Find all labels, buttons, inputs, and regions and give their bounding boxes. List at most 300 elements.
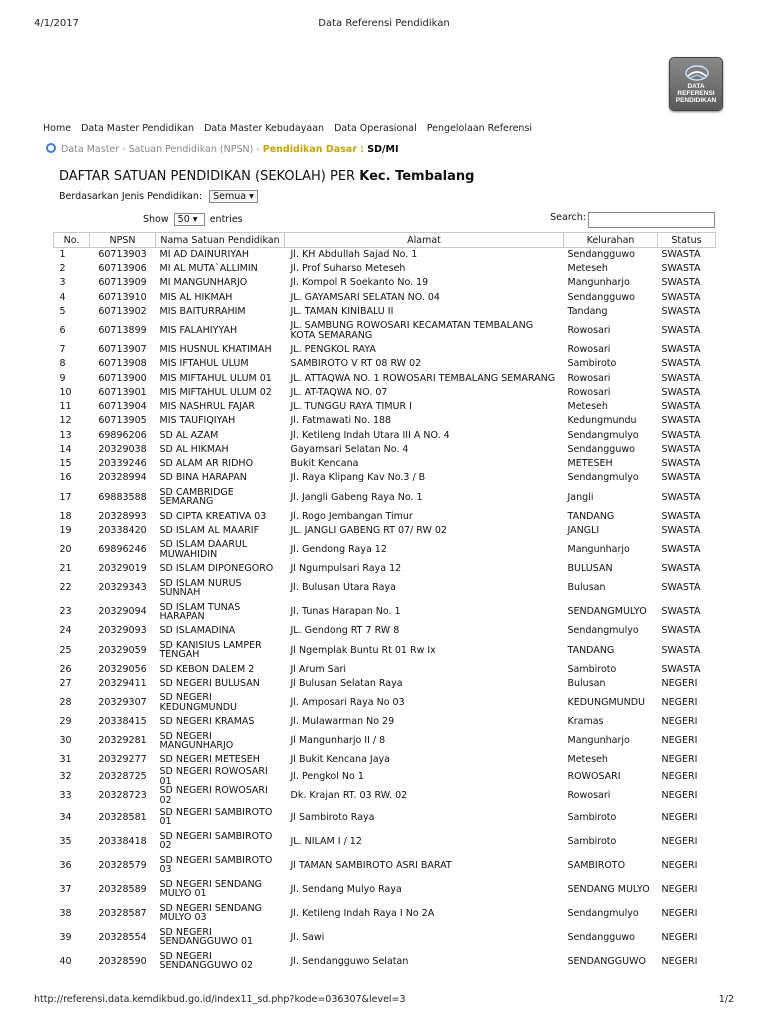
cell-nama: SD ISLAM DIPONEGORO [159, 563, 274, 575]
col-npsn[interactable]: NPSN [90, 233, 156, 248]
search-input[interactable] [588, 212, 715, 228]
nav-data-master-kebudayaan[interactable]: Data Master Kebudayaan [204, 123, 325, 134]
table-body [54, 248, 716, 974]
col-no[interactable]: No. [54, 233, 90, 248]
cell-no: 8 [59, 358, 66, 370]
cell-no: 17 [59, 491, 72, 503]
cell-status: SWASTA [661, 544, 701, 555]
table-row [54, 901, 716, 925]
cell-no: 21 [59, 563, 72, 575]
table-row [54, 471, 716, 485]
cell-status: SWASTA [661, 510, 701, 522]
filter-label: Berdasarkan Jenis Pendidikan: [59, 191, 203, 202]
cell-npsn: 20339246 [98, 458, 147, 470]
cell-no: 5 [59, 305, 66, 317]
cell-alamat: Jl Bulusan Selatan Raya [290, 677, 403, 689]
cell-npsn: 20328587 [98, 907, 147, 919]
cell-kelurahan: TANDANG [567, 644, 615, 656]
cell-nama: SD ALAM AR RIDHO [159, 458, 254, 470]
page-length-control: Show 50 ▾ entries [143, 214, 243, 225]
cell-alamat: JL. ATTAQWA NO. 1 ROWOSARI TEMBALANG SEMARANG [290, 372, 556, 384]
cell-npsn: 60713900 [98, 372, 147, 384]
cell-alamat: Jl. Ketileng Indah Utara III A NO. 4 [290, 429, 450, 441]
cell-status: NEGERI [661, 811, 698, 823]
cell-nama: SD NEGERI METESEH [159, 754, 260, 766]
cell-nama: SD NEGERI KRAMAS [159, 716, 255, 728]
cell-kelurahan: Mangunharjo [567, 277, 630, 289]
cell-alamat: Jl. Prof Suharso Meteseh [290, 263, 406, 275]
table-row [54, 386, 716, 400]
cell-no: 32 [59, 771, 72, 782]
cell-status: NEGERI [661, 955, 698, 967]
table-row [54, 509, 716, 523]
cell-npsn: 20329307 [98, 697, 147, 708]
table-row [54, 290, 716, 304]
table-row [54, 305, 716, 319]
table-row [54, 638, 716, 662]
cell-kelurahan: Rowosari [567, 344, 611, 356]
cell-npsn: 20328581 [98, 811, 147, 823]
cell-npsn: 60713910 [98, 291, 147, 303]
cell-npsn: 20328723 [98, 790, 147, 801]
table-row [54, 485, 716, 509]
cell-nama: MIS BAITURRAHIM [159, 305, 246, 317]
cell-no: 33 [59, 790, 72, 801]
cell-npsn: 60713905 [98, 415, 147, 427]
cell-no: 1 [59, 249, 66, 261]
cell-nama: SD ISLAMADINA [159, 625, 236, 637]
cell-nama: SD ISLAM AL MAARIF [159, 524, 260, 536]
cell-nama: MIS HUSNUL KHATIMAH [159, 344, 272, 356]
cell-kelurahan: Sendangmulyo [567, 907, 639, 919]
table-row [54, 400, 716, 414]
print-url: http://referensi.data.kemdikbud.go.id/index11_sd.php?kode=036307&level=3 [34, 994, 406, 1005]
cell-npsn: 20328994 [98, 472, 147, 484]
cell-status: SWASTA [661, 563, 701, 575]
cell-kelurahan: Tandang [567, 305, 608, 317]
table-row [54, 853, 716, 877]
cell-kelurahan: SENDANGMULYO [567, 606, 647, 618]
cell-nama: MIS MIFTAHUL ULUM 02 [159, 386, 272, 398]
table-row [54, 428, 716, 442]
cell-npsn: 20338418 [98, 835, 147, 847]
cell-status: SWASTA [661, 372, 701, 384]
cell-npsn: 20328590 [98, 955, 147, 967]
cell-alamat: Jl TAMAN SAMBIROTO ASRI BARAT [290, 859, 452, 871]
table-row [54, 457, 716, 471]
cell-npsn: 20328993 [98, 510, 147, 522]
cell-kelurahan: Mangunharjo [567, 735, 630, 747]
cell-nama: SD AL HIKMAH [159, 443, 229, 455]
cell-no: 27 [59, 677, 72, 689]
cell-kelurahan: Sendangmulyo [567, 429, 639, 441]
cell-kelurahan: Sambiroto [567, 663, 617, 675]
table-row [54, 524, 716, 538]
table-row [54, 662, 716, 676]
cell-alamat: JL. NILAM I / 12 [290, 835, 362, 847]
cell-npsn: 20329056 [98, 663, 147, 675]
table-toolbar [53, 211, 715, 229]
cell-alamat: Jl. Gendong Raya 12 [290, 544, 387, 555]
cell-nama: SD NEGERI KEDUNGMUNDU [159, 692, 237, 713]
cell-status: SWASTA [661, 606, 701, 618]
cell-nama: SD NEGERI ROWOSARI 02 [159, 786, 268, 806]
cell-kelurahan: Sendangguwo [567, 443, 635, 455]
cell-alamat: Jl. Sendangguwo Selatan [290, 955, 409, 967]
cell-alamat: Jl. Pengkol No 1 [290, 771, 364, 782]
logo-text: DATA REFERENSI PENDIDIKAN [675, 83, 717, 104]
nav-data-operasional[interactable]: Data Operasional [334, 123, 417, 134]
cell-nama: MI AD DAINURIYAH [159, 249, 249, 261]
cell-kelurahan: METESEH [567, 458, 613, 470]
cell-no: 12 [59, 415, 72, 427]
cell-kelurahan: Sendangguwo [567, 291, 635, 303]
cell-nama: SD NEGERI SAMBIROTO 02 [159, 830, 273, 852]
cell-npsn: 60713904 [98, 401, 147, 413]
table-row [54, 786, 716, 805]
cell-npsn: 20329019 [98, 563, 147, 575]
cell-status: SWASTA [661, 644, 701, 656]
cell-status: NEGERI [661, 771, 698, 782]
cell-kelurahan: SAMBIROTO [567, 859, 626, 871]
cell-kelurahan: Bulusan [567, 582, 606, 594]
cell-kelurahan: Mangunharjo [567, 544, 630, 555]
cell-status: NEGERI [661, 754, 698, 766]
cell-alamat: Jl. KH Abdullah Sajad No. 1 [290, 249, 418, 261]
cell-status: SWASTA [661, 401, 701, 413]
cell-alamat: Jl. Kompol R Soekanto No. 19 [290, 277, 429, 289]
cell-npsn: 69883588 [98, 491, 147, 503]
cell-no: 22 [59, 582, 72, 594]
cell-no: 24 [59, 625, 72, 637]
page-title: DAFTAR SATUAN PENDIDIKAN (SEKOLAH) PER Kec. Tembalang [59, 169, 475, 184]
cell-kelurahan: Jangli [567, 491, 594, 503]
table-row [54, 357, 716, 371]
cell-alamat: Jl. Jangli Gabeng Raya No. 1 [290, 491, 423, 503]
cell-nama: MIS FALAHIYYAH [159, 325, 238, 336]
breadcrumb-current: SD/MI [363, 144, 399, 155]
cell-alamat: Gayamsari Selatan No. 4 [290, 443, 409, 455]
table-header-row [54, 233, 716, 248]
cell-status: NEGERI [661, 716, 698, 728]
cell-status: SWASTA [661, 582, 701, 594]
cell-kelurahan: Sendangguwo [567, 931, 635, 943]
cell-nama: SD NEGERI SENDANG MULYO 03 [159, 902, 263, 924]
cell-status: SWASTA [661, 663, 701, 675]
cell-status: NEGERI [661, 883, 698, 895]
cell-kelurahan: Kramas [567, 716, 604, 728]
cell-kelurahan: Meteseh [567, 401, 608, 413]
cell-kelurahan: Rowosari [567, 790, 611, 801]
cell-kelurahan: Meteseh [567, 754, 608, 766]
cell-kelurahan: Bulusan [567, 677, 606, 689]
cell-no: 30 [59, 735, 72, 747]
cell-status: SWASTA [661, 291, 701, 303]
cell-nama: SD NEGERI BULUSAN [159, 677, 260, 689]
main-nav [43, 123, 539, 134]
cell-alamat: JL. GAYAMSARI SELATAN NO. 04 [290, 291, 440, 303]
cell-nama: MIS MIFTAHUL ULUM 01 [159, 372, 272, 384]
cell-alamat: Jl. Bulusan Utara Raya [290, 582, 396, 594]
table-row [54, 805, 716, 829]
cell-status: NEGERI [661, 835, 698, 847]
cell-no: 34 [59, 811, 72, 823]
cell-alamat: Jl. Sawi [290, 931, 325, 943]
cell-no: 15 [59, 458, 72, 470]
cell-no: 29 [59, 716, 72, 728]
cell-alamat: Jl. Rogo Jembangan Timur [290, 510, 413, 522]
cell-npsn: 60713908 [98, 358, 147, 370]
cell-npsn: 20329343 [98, 582, 147, 594]
cell-status: SWASTA [661, 472, 701, 484]
cell-kelurahan: Sendangguwo [567, 249, 635, 261]
cell-nama: MIS NASHRUL FAJAR [159, 401, 256, 413]
cell-status: SWASTA [661, 429, 701, 441]
cell-status: SWASTA [661, 263, 701, 275]
cell-status: NEGERI [661, 931, 698, 943]
cell-no: 19 [59, 524, 72, 536]
cell-nama: SD ISLAM TUNAS HARAPAN [159, 601, 241, 622]
cell-kelurahan: Kedungmundu [567, 415, 637, 427]
cell-nama: SD ISLAM DAARUL MUWAHIDIN [159, 539, 248, 560]
cell-no: 31 [59, 754, 72, 766]
cell-nama: MIS TAUFIQIYAH [159, 415, 236, 427]
nav-home[interactable]: Home [43, 123, 72, 134]
cell-nama: SD KANISIUS LAMPER TENGAH [159, 639, 262, 661]
cell-status: SWASTA [661, 491, 701, 503]
cell-nama: MI AL MUTA`ALLIMIN [159, 263, 258, 275]
cell-npsn: 60713906 [98, 263, 147, 275]
table-row [54, 576, 716, 600]
jenis-pendidikan-select[interactable]: Semua ▾ [209, 190, 258, 203]
table-row [54, 829, 716, 853]
cell-kelurahan: KEDUNGMUNDU [567, 697, 645, 708]
cell-nama: SD CAMBRIDGE SEMARANG [159, 486, 234, 508]
print-title: Data Referensi Pendidikan [318, 18, 450, 29]
cell-alamat: Jl Mangunharjo II / 8 [290, 735, 386, 747]
cell-npsn: 20328554 [98, 931, 147, 943]
cell-nama: SD NEGERI ROWOSARI 01 [159, 767, 268, 787]
cell-nama: SD NEGERI SENDANG MULYO 01 [159, 878, 263, 900]
table-row [54, 538, 716, 562]
cell-no: 3 [59, 277, 66, 289]
cell-no: 4 [59, 291, 66, 303]
col-nama[interactable]: Nama Satuan Pendidikan [156, 233, 285, 248]
cell-nama: MI MANGUNHARJO [159, 277, 248, 289]
filter-bar [59, 190, 258, 203]
search-label: Search: [550, 212, 586, 223]
table-row [54, 371, 716, 385]
cell-kelurahan: TANDANG [567, 510, 615, 522]
cell-no: 14 [59, 443, 72, 455]
cell-npsn: 20329411 [98, 677, 147, 689]
cell-npsn: 60713902 [98, 305, 147, 317]
print-header [34, 18, 734, 32]
cell-npsn: 20329277 [98, 754, 147, 766]
cell-alamat: Jl Sambiroto Raya [290, 811, 375, 823]
cell-nama: SD KEBON DALEM 2 [159, 663, 255, 675]
cell-nama: SD AL AZAM [159, 429, 219, 441]
cell-kelurahan: Rowosari [567, 372, 611, 384]
table-row [54, 276, 716, 290]
nav-data-master-pendidikan[interactable]: Data Master Pendidikan [81, 123, 195, 134]
cell-alamat: JL. JANGLI GABENG RT 07/ RW 02 [290, 524, 447, 536]
cell-status: NEGERI [661, 677, 698, 689]
cell-status: SWASTA [661, 524, 701, 536]
refresh-icon [46, 143, 56, 153]
table-row [54, 414, 716, 428]
cell-npsn: 60713901 [98, 386, 147, 398]
cell-no: 16 [59, 472, 72, 484]
cell-no: 7 [59, 344, 66, 356]
cell-status: NEGERI [661, 697, 698, 708]
cell-no: 10 [59, 386, 72, 398]
cell-no: 37 [59, 883, 72, 895]
cell-nama: SD CIPTA KREATIVA 03 [159, 510, 267, 522]
cell-status: NEGERI [661, 907, 698, 919]
cell-no: 36 [59, 859, 72, 871]
cell-no: 26 [59, 663, 72, 675]
cell-alamat: Jl. Ketileng Indah Raya I No 2A [290, 907, 435, 919]
cell-no: 9 [59, 372, 66, 384]
cell-alamat: JL. TAMAN KINIBALU II [290, 305, 394, 317]
cell-npsn: 60713899 [98, 325, 147, 336]
table-row [54, 729, 716, 753]
cell-status: SWASTA [661, 415, 701, 427]
cell-alamat: JL. SAMBUNG ROWOSARI KECAMATAN TEMBALANG KOTA SEMARANG [290, 320, 534, 341]
cell-no: 20 [59, 544, 72, 555]
table-row [54, 562, 716, 576]
cell-alamat: Jl. Amposari Raya No 03 [290, 697, 405, 708]
cell-npsn: 20328579 [98, 859, 147, 871]
page-title-place: Kec. Tembalang [359, 169, 475, 184]
cell-no: 40 [59, 955, 72, 967]
cell-kelurahan: Sambiroto [567, 358, 617, 370]
cell-alamat: Jl. Mulawarman No 29 [290, 716, 395, 728]
col-status[interactable]: Status [658, 233, 716, 248]
cell-status: SWASTA [661, 443, 701, 455]
cell-npsn: 60713909 [98, 277, 147, 289]
cell-nama: MIS AL HIKMAH [159, 291, 233, 303]
table-row [54, 925, 716, 949]
cell-npsn: 20338415 [98, 716, 147, 728]
cell-no: 25 [59, 644, 72, 656]
cell-nama: SD NEGERI SAMBIROTO 01 [159, 806, 273, 828]
cell-npsn: 20328725 [98, 771, 147, 782]
table-row [54, 677, 716, 691]
table-row [54, 343, 716, 357]
cell-kelurahan: Sendangmulyo [567, 625, 639, 637]
cell-alamat: Jl Bukit Kencana Jaya [290, 754, 390, 766]
cell-kelurahan: SENDANGGUWO [567, 955, 646, 967]
table-row [54, 767, 716, 786]
cell-no: 11 [59, 401, 72, 413]
cell-npsn: 20338420 [98, 524, 147, 536]
cell-kelurahan: Sendangmulyo [567, 472, 639, 484]
cell-alamat: Jl. Raya Klipang Kav No.3 / B [290, 472, 426, 484]
cell-no: 13 [59, 429, 72, 441]
cell-no: 39 [59, 931, 72, 943]
cell-alamat: JL. Gendong RT 7 RW 8 [290, 625, 400, 637]
print-date: 4/1/2017 [34, 18, 79, 29]
page-length-select[interactable]: 50 ▾ [174, 213, 205, 226]
col-kelurahan[interactable]: Kelurahan [564, 233, 658, 248]
cell-status: SWASTA [661, 249, 701, 261]
table-row [54, 262, 716, 276]
cell-npsn: 69896246 [98, 544, 147, 555]
cell-alamat: JL. PENGKOL RAYA [290, 344, 376, 356]
cell-status: NEGERI [661, 735, 698, 747]
cell-no: 23 [59, 606, 72, 618]
cell-no: 18 [59, 510, 72, 522]
breadcrumb-level[interactable]: Pendidikan Dasar : [262, 144, 364, 155]
cell-alamat: Jl Arum Sari [290, 663, 347, 675]
cell-no: 6 [59, 325, 66, 336]
cell-status: SWASTA [661, 625, 701, 637]
cell-nama: SD NEGERI MANGUNHARJO [159, 730, 234, 751]
cell-npsn: 20329059 [98, 644, 147, 656]
cell-status: SWASTA [661, 277, 701, 289]
cell-kelurahan: Rowosari [567, 325, 611, 336]
cell-kelurahan: Sambiroto [567, 811, 617, 823]
cell-no: 28 [59, 697, 72, 708]
cell-nama: SD ISLAM NURUS SUNNAH [159, 577, 242, 598]
cell-kelurahan: Meteseh [567, 263, 608, 275]
cell-alamat: JL. AT-TAQWA NO. 07 [290, 386, 388, 398]
cell-kelurahan: Sambiroto [567, 835, 617, 847]
print-page-number: 1/2 [718, 994, 734, 1005]
cell-status: NEGERI [661, 859, 698, 871]
cell-status: SWASTA [661, 325, 701, 336]
cell-alamat: JL. TUNGGU RAYA TIMUR I [290, 401, 412, 413]
site-logo[interactable] [669, 57, 723, 111]
col-alamat[interactable]: Alamat [285, 233, 564, 248]
table-row [54, 753, 716, 767]
cell-alamat: Jl. Tunas Harapan No. 1 [290, 606, 401, 618]
cell-status: SWASTA [661, 458, 701, 470]
cell-npsn: 69896206 [98, 429, 147, 441]
search-control [550, 212, 715, 228]
table-row [54, 624, 716, 638]
cell-kelurahan: ROWOSARI [567, 771, 621, 782]
cell-alamat: Bukit Kencana [290, 458, 359, 470]
table-row [54, 248, 716, 262]
cell-alamat: Dk. Krajan RT. 03 RW. 02 [290, 790, 408, 801]
table-row [54, 691, 716, 715]
table-row [54, 949, 716, 973]
book-globe-icon [684, 64, 710, 82]
cell-status: SWASTA [661, 386, 701, 398]
cell-npsn: 20329093 [98, 625, 147, 637]
cell-no: 35 [59, 835, 72, 847]
breadcrumb-path[interactable]: Data Master - Satuan Pendidikan (NPSN) - [61, 144, 263, 155]
cell-npsn: 20329281 [98, 735, 147, 747]
cell-nama: SD BINA HARAPAN [159, 472, 247, 484]
cell-kelurahan: Rowosari [567, 386, 611, 398]
table-row [54, 443, 716, 457]
table-row [54, 877, 716, 901]
cell-npsn: 60713903 [98, 249, 147, 261]
cell-alamat: Jl Ngumpulsari Raya 12 [290, 563, 402, 575]
table-row [54, 715, 716, 729]
cell-nama: MIS IFTAHUL ULUM [159, 358, 249, 370]
cell-no: 38 [59, 907, 72, 919]
cell-alamat: SAMBIROTO V RT 08 RW 02 [290, 358, 422, 370]
cell-alamat: Jl. Fatmawati No. 188 [290, 415, 392, 427]
table-row [54, 600, 716, 624]
cell-kelurahan: SENDANG MULYO [567, 883, 650, 895]
nav-pengelolaan-referensi[interactable]: Pengelolaan Referensi [426, 123, 533, 134]
